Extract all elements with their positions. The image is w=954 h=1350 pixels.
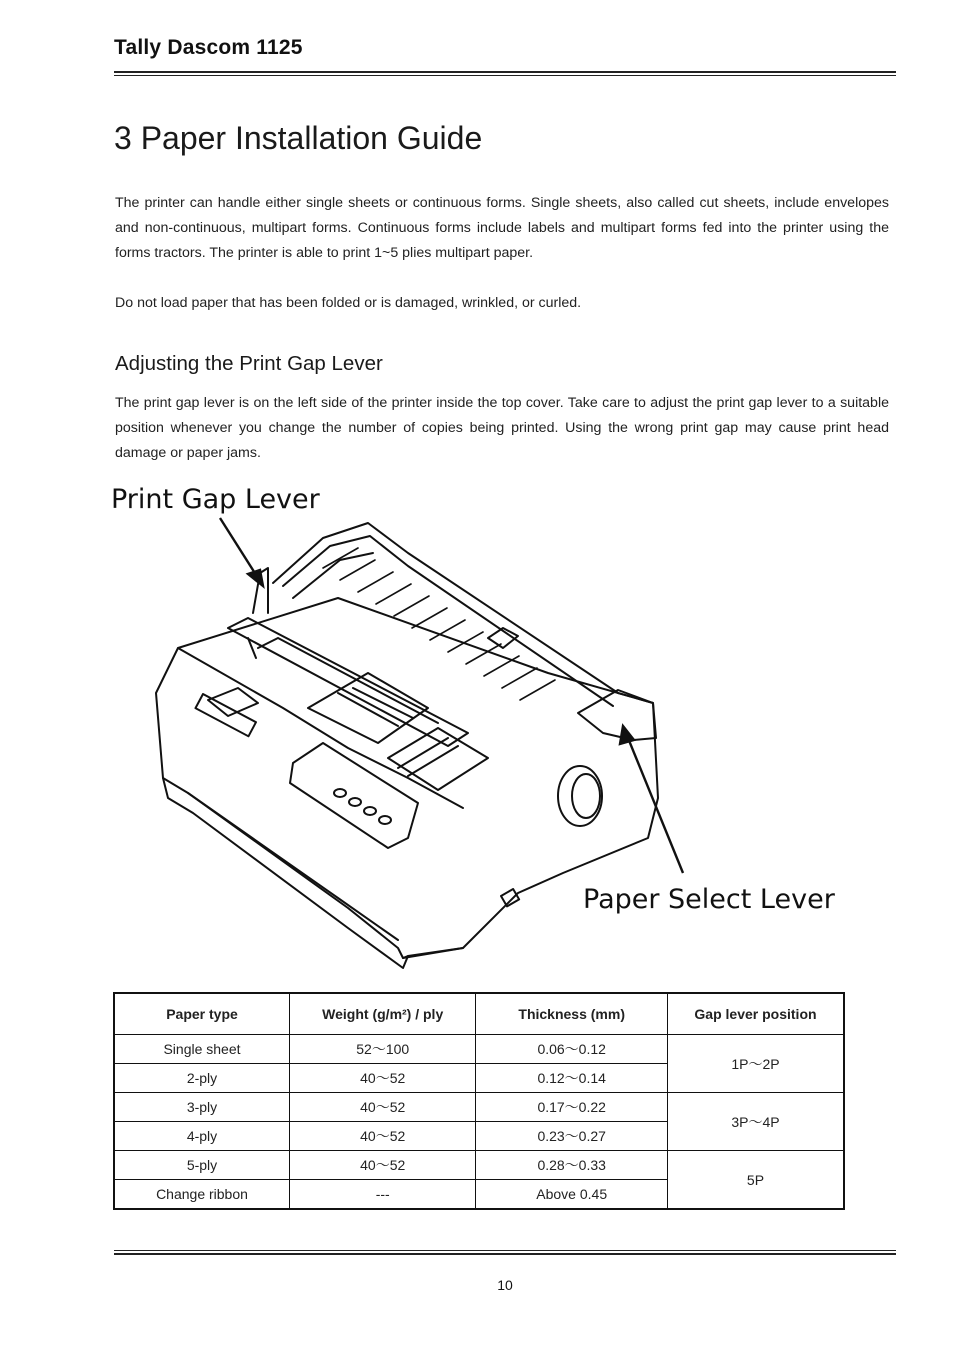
document-header-title: Tally Dascom 1125 <box>114 36 303 59</box>
cell-paper-type: 2-ply <box>114 1064 290 1093</box>
footer-rule-thin <box>114 1250 896 1251</box>
cell-thickness: 0.06～0.12 <box>476 1035 668 1064</box>
warning-paragraph: Do not load paper that has been folded or is damaged, wrinkled, or curled. <box>115 295 582 311</box>
table-header-row <box>114 993 844 1035</box>
cell-weight: 40～52 <box>290 1064 476 1093</box>
section-title: Adjusting the Print Gap Lever <box>115 352 383 375</box>
cell-paper-type: 4-ply <box>114 1122 290 1151</box>
cell-paper-type: Change ribbon <box>114 1180 290 1210</box>
cell-weight: 52～100 <box>290 1035 476 1064</box>
cell-paper-type: 5-ply <box>114 1151 290 1180</box>
header-paper-type: Paper type <box>114 993 290 1035</box>
cell-paper-type: Single sheet <box>114 1035 290 1064</box>
cell-paper-type: 3-ply <box>114 1093 290 1122</box>
intro-paragraph: The printer can handle either single sheets or continuous forms. Single sheets, also called cut sheets, include envelopes and non-continuous, multipart forms. Continuous forms include labels and multipart forms fed into the printer using the forms tractors. The printer is able to print 1~5 plies multipart paper. <box>115 195 889 261</box>
header-rule-thick <box>114 71 896 73</box>
cell-thickness: Above 0.45 <box>476 1180 668 1210</box>
table-row <box>114 1151 844 1180</box>
section-paragraph: The print gap lever is on the left side of the printer inside the top cover. Take care to adjust the print gap lever to a suitable position whenever you change the number of copies being printed. Using the wrong print gap may cause print head damage or paper jams. <box>115 395 889 461</box>
header-rule-thin <box>114 75 896 76</box>
print-gap-lever-label: Print Gap Lever <box>111 484 320 515</box>
printer-illustration <box>108 478 848 973</box>
cell-weight: --- <box>290 1180 476 1210</box>
cell-thickness: 0.28～0.33 <box>476 1151 668 1180</box>
paper-select-lever-label: Paper Select Lever <box>583 884 835 915</box>
paper-spec-table <box>113 992 845 1210</box>
cell-gap-position: 5P <box>667 1151 844 1210</box>
table-row <box>114 1093 844 1122</box>
chapter-title: 3 Paper Installation Guide <box>114 120 483 156</box>
cell-weight: 40～52 <box>290 1122 476 1151</box>
cell-weight: 40～52 <box>290 1151 476 1180</box>
cell-weight: 40～52 <box>290 1093 476 1122</box>
table-row <box>114 1035 844 1064</box>
cell-gap-position: 3P～4P <box>667 1093 844 1151</box>
cell-gap-position: 1P～2P <box>667 1035 844 1093</box>
footer-rule-thick <box>114 1253 896 1255</box>
header-gap-lever-position: Gap lever position <box>667 993 844 1035</box>
page-number: 10 <box>497 1277 513 1293</box>
header-weight: Weight (g/m²) / ply <box>290 993 476 1035</box>
cell-thickness: 0.23～0.27 <box>476 1122 668 1151</box>
header-thickness: Thickness (mm) <box>476 993 668 1035</box>
control-panel <box>290 743 418 848</box>
cell-thickness: 0.17～0.22 <box>476 1093 668 1122</box>
cell-thickness: 0.12～0.14 <box>476 1064 668 1093</box>
